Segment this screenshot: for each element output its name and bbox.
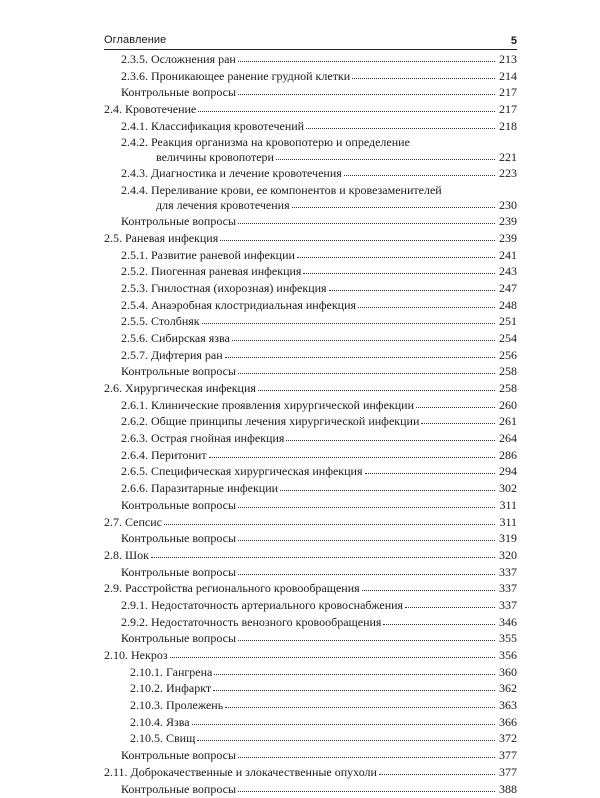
dot-leader: [213, 680, 495, 691]
dot-leader: [170, 647, 495, 658]
dot-leader: [416, 397, 495, 408]
toc-entry[interactable]: [104, 348, 517, 365]
toc-entry-page: 230: [497, 198, 517, 213]
toc-entry[interactable]: [104, 464, 517, 481]
toc-entry-title: 2.5.6. Сибирская язва: [121, 331, 230, 346]
toc-entry-title: 2.10.5. Свищ: [130, 731, 195, 746]
dot-leader: [303, 263, 495, 274]
toc-entry[interactable]: [104, 231, 517, 248]
toc-entry-page: 360: [497, 665, 517, 680]
toc-entry-title: 2.9.1. Недостаточность артериального кровоснабжения: [121, 598, 403, 613]
toc-entry-title: Контрольные вопросы: [121, 214, 236, 229]
dot-leader: [197, 730, 495, 741]
toc-entry-title: 2.5.2. Пиогенная раневая инфекция: [121, 264, 301, 279]
toc-entry[interactable]: [104, 85, 517, 102]
toc-entry[interactable]: [104, 214, 517, 231]
toc-entry[interactable]: [104, 581, 517, 598]
dot-leader: [214, 664, 495, 675]
toc-entry-page: 247: [497, 281, 517, 296]
toc-entry-title: 2.11. Доброкачественные и злокачественные опухоли: [104, 765, 377, 780]
toc-entry-title: 2.5. Раневая инфекция: [104, 231, 218, 246]
toc-entry-page: 302: [497, 481, 517, 496]
toc-entry-title: 2.8. Шок: [104, 548, 149, 563]
toc-entry-title: 2.6.5. Специфическая хирургическая инфекция: [121, 464, 363, 479]
dot-leader: [405, 597, 495, 608]
toc-entry-title: 2.10.4. Язва: [130, 715, 190, 730]
dot-leader: [306, 118, 495, 129]
toc-entry-page: 254: [497, 331, 517, 346]
dot-leader: [297, 247, 495, 258]
toc-entry[interactable]: [104, 398, 517, 415]
toc-entry-title: 2.6.2. Общие принципы лечения хирургической инфекции: [121, 414, 419, 429]
dot-leader: [358, 297, 495, 308]
toc-entry-page: 337: [497, 598, 517, 613]
toc-entry[interactable]: [104, 765, 517, 782]
dot-leader: [329, 280, 495, 291]
toc-entry-page: 221: [497, 150, 517, 165]
toc-entry-title: 2.6.3. Острая гнойная инфекция: [121, 431, 284, 446]
toc-entry-page: 217: [497, 85, 517, 100]
toc-entry-title: Контрольные вопросы: [121, 531, 236, 546]
toc-entry[interactable]: [104, 681, 517, 698]
toc-entry-title: 2.4.3. Диагностика и лечение кровотечения: [121, 166, 342, 181]
toc-entry[interactable]: [104, 731, 517, 748]
toc-entry-title: 2.9.2. Недостаточность венозного кровообращения: [121, 615, 381, 630]
toc-entry-page: 363: [497, 698, 517, 713]
toc-entry-title: 2.4.4. Переливание крови, ее компонентов и кровезаменителей: [121, 183, 442, 198]
toc-entry[interactable]: [104, 565, 517, 582]
toc-entry-title: 2.6.6. Паразитарные инфекции: [121, 481, 278, 496]
dot-leader: [238, 51, 495, 62]
toc-entry[interactable]: [104, 598, 517, 615]
toc-entry[interactable]: [104, 782, 517, 798]
toc-entry-title: 2.4.1. Классификация кровотечений: [121, 119, 304, 134]
toc-entry[interactable]: [104, 119, 517, 136]
dot-leader: [238, 630, 495, 641]
toc-entry-title: Контрольные вопросы: [121, 748, 236, 763]
toc-entry[interactable]: [104, 548, 517, 565]
toc-entry-title: 2.3.6. Проникающее ранение грудной клетки: [121, 69, 350, 84]
toc-entry-page: 239: [497, 231, 517, 246]
toc-entry-page: 356: [497, 648, 517, 663]
toc-entry[interactable]: [104, 631, 517, 648]
toc-entry-page: 366: [497, 715, 517, 730]
dot-leader: [344, 165, 495, 176]
dot-leader: [238, 363, 495, 374]
toc-entry-page: 261: [497, 414, 517, 429]
toc-entry-title: 2.5.1. Развитие раневой инфекции: [121, 248, 295, 263]
toc-entry-page: 311: [497, 515, 517, 530]
dot-leader: [383, 614, 495, 625]
toc-entry-page: 388: [497, 782, 517, 797]
toc-entry-title-continuation: для лечения кровотечения: [121, 198, 290, 213]
dot-leader: [192, 714, 495, 725]
toc-entry-page: 362: [497, 681, 517, 696]
dot-leader: [209, 447, 495, 458]
dot-leader: [292, 197, 495, 208]
dot-leader: [238, 564, 495, 575]
toc-entry[interactable]: [104, 748, 517, 765]
toc-entry[interactable]: [104, 615, 517, 632]
toc-entry[interactable]: [104, 102, 517, 119]
dot-leader: [352, 68, 495, 79]
toc-entry[interactable]: [104, 515, 517, 532]
toc-entry[interactable]: [104, 264, 517, 281]
toc-entry-page: 377: [497, 765, 517, 780]
toc-entry-page: 286: [497, 448, 517, 463]
toc-entry[interactable]: [104, 69, 517, 86]
toc-entry[interactable]: [104, 715, 517, 732]
dot-leader: [220, 230, 495, 241]
toc-entry-page: 372: [497, 731, 517, 746]
toc-entry-page: 214: [497, 69, 517, 84]
toc-entry[interactable]: [104, 448, 517, 465]
toc-entry-title: Контрольные вопросы: [121, 364, 236, 379]
toc-entry[interactable]: [104, 648, 517, 665]
toc-entry-title: Контрольные вопросы: [121, 85, 236, 100]
toc-entry[interactable]: [104, 665, 517, 682]
toc-entry-title: Контрольные вопросы: [121, 498, 236, 513]
toc-entry-title: 2.10. Некроз: [104, 648, 168, 663]
dot-leader: [198, 101, 495, 112]
toc-entry-title: 2.6.4. Перитонит: [121, 448, 207, 463]
toc-entry-page: 294: [497, 464, 517, 479]
dot-leader: [151, 547, 495, 558]
dot-leader: [225, 347, 495, 358]
toc-entry-page: 311: [497, 498, 517, 513]
toc-entry[interactable]: [104, 135, 517, 166]
dot-leader: [225, 697, 495, 708]
dot-leader: [362, 580, 495, 591]
toc-entry-page: 243: [497, 264, 517, 279]
toc-entry-title: 2.5.3. Гнилостная (ихорозная) инфекция: [121, 281, 327, 296]
dot-leader: [238, 497, 495, 508]
toc-entry-page: 260: [497, 398, 517, 413]
toc-entry-page: 377: [497, 748, 517, 763]
toc-entry[interactable]: [104, 698, 517, 715]
dot-leader: [232, 330, 495, 341]
toc-entry-title: Контрольные вопросы: [121, 565, 236, 580]
dot-leader: [280, 480, 495, 491]
toc-entry-title: Контрольные вопросы: [121, 631, 236, 646]
toc-entry[interactable]: [104, 414, 517, 431]
toc-entry[interactable]: [104, 298, 517, 315]
toc-entry-page: 213: [497, 52, 517, 67]
toc-entry[interactable]: [104, 248, 517, 265]
dot-leader: [379, 764, 495, 775]
toc-entry-title: 2.5.7. Дифтерия ран: [121, 348, 223, 363]
toc-entry-page: 248: [497, 298, 517, 313]
toc-entry-page: 264: [497, 431, 517, 446]
dot-leader: [238, 781, 495, 792]
toc-entry[interactable]: [104, 481, 517, 498]
toc-entry-title: 2.6. Хирургическая инфекция: [104, 381, 256, 396]
toc-entry-title: 2.7. Сепсис: [104, 515, 162, 530]
dot-leader: [286, 430, 495, 441]
toc-entry-title: 2.4. Кровотечение: [104, 102, 196, 117]
toc-entry-title: 2.6.1. Клинические проявления хирургической инфекции: [121, 398, 414, 413]
dot-leader: [164, 514, 495, 525]
toc-entry[interactable]: [104, 364, 517, 381]
toc-entry-title: 2.10.2. Инфаркт: [130, 681, 211, 696]
toc-entry-title: 2.5.4. Анаэробная клостридиальная инфекция: [121, 298, 356, 313]
toc-entry-title: 2.10.1. Гангрена: [130, 665, 212, 680]
toc-entry-page: 256: [497, 348, 517, 363]
toc-entry-page: 320: [497, 548, 517, 563]
header-page-number: 5: [511, 35, 517, 47]
toc-entry-page: 223: [497, 166, 517, 181]
dot-leader: [421, 413, 495, 424]
toc-entry[interactable]: [104, 331, 517, 348]
toc-entry[interactable]: [104, 531, 517, 548]
toc-entry-page: 337: [497, 565, 517, 580]
toc-entry[interactable]: [104, 498, 517, 515]
toc-entry-title: 2.5.5. Столбняк: [121, 314, 200, 329]
toc-entry-page: 346: [497, 615, 517, 630]
toc-entry-title: 2.4.2. Реакция организма на кровопотерю и определение: [121, 135, 410, 150]
toc-entry[interactable]: [104, 166, 517, 183]
dot-leader: [276, 149, 495, 160]
toc-entry[interactable]: [104, 52, 517, 69]
toc-entry-page: 258: [497, 364, 517, 379]
dot-leader: [238, 213, 495, 224]
toc-entry[interactable]: [104, 314, 517, 331]
toc-entry[interactable]: [104, 431, 517, 448]
running-header: [104, 31, 517, 50]
toc-entry-page: 355: [497, 631, 517, 646]
toc-entry-page: 251: [497, 314, 517, 329]
toc-entry-title: 2.10.3. Пролежень: [130, 698, 223, 713]
toc-entry-page: 241: [497, 248, 517, 263]
dot-leader: [258, 380, 495, 391]
toc-entry-title: 2.9. Расстройства регионального кровообращения: [104, 581, 360, 596]
toc-entry-page: 217: [497, 102, 517, 117]
toc-entry-title-continuation: величины кровопотери: [121, 150, 274, 165]
toc-entry-page: 337: [497, 581, 517, 596]
toc-entry-title: Контрольные вопросы: [121, 782, 236, 797]
toc-entry-page: 239: [497, 214, 517, 229]
toc-entry-page: 319: [497, 531, 517, 546]
dot-leader: [365, 463, 496, 474]
dot-leader: [238, 84, 495, 95]
toc-entry[interactable]: [104, 381, 517, 398]
dot-leader: [238, 530, 495, 541]
toc-entry[interactable]: [104, 183, 517, 214]
toc-entry-page: 258: [497, 381, 517, 396]
table-of-contents: [104, 52, 517, 798]
header-title: Оглавление: [104, 34, 166, 46]
toc-entry[interactable]: [104, 281, 517, 298]
dot-leader: [238, 747, 495, 758]
toc-entry-title: 2.3.5. Осложнения ран: [121, 52, 236, 67]
toc-entry-page: 218: [497, 119, 517, 134]
dot-leader: [202, 313, 495, 324]
